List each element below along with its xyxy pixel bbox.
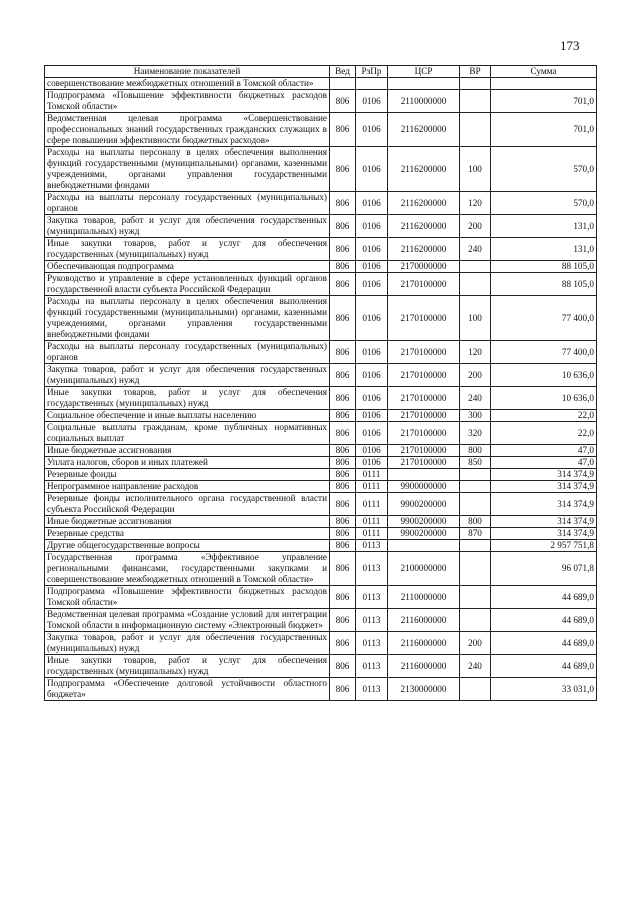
row-ved-cell: 806 <box>330 552 356 586</box>
row-name-cell: Социальное обеспечение и иные выплаты населению <box>45 410 330 422</box>
row-ved-cell: 806 <box>330 586 356 609</box>
row-ved-cell: 806 <box>330 632 356 655</box>
row-csr-cell: 2110000000 <box>388 90 460 113</box>
row-csr-cell: 2116200000 <box>388 192 460 215</box>
row-vr-cell: 800 <box>460 445 491 457</box>
row-name-cell: Другие общегосударственные вопросы <box>45 540 330 552</box>
row-rzpr-cell: 0111 <box>356 469 388 481</box>
header-csr: ЦСР <box>388 66 460 78</box>
row-sum-cell: 44 689,0 <box>491 609 597 632</box>
row-vr-cell: 850 <box>460 457 491 469</box>
row-csr-cell: 2170100000 <box>388 410 460 422</box>
row-vr-cell <box>460 609 491 632</box>
row-csr-cell <box>388 540 460 552</box>
row-ved-cell: 806 <box>330 90 356 113</box>
row-name-cell: Уплата налогов, сборов и иных платежей <box>45 457 330 469</box>
row-vr-cell: 870 <box>460 528 491 540</box>
row-sum-cell: 77 400,0 <box>491 296 597 341</box>
row-name-cell: Обеспечивающая подпрограмма <box>45 261 330 273</box>
row-vr-cell: 200 <box>460 215 491 238</box>
row-ved-cell: 806 <box>330 422 356 445</box>
row-sum-cell: 314 374,9 <box>491 528 597 540</box>
row-vr-cell <box>460 481 491 493</box>
row-sum-cell: 701,0 <box>491 113 597 147</box>
table-row <box>45 457 597 469</box>
row-ved-cell: 806 <box>330 516 356 528</box>
row-ved-cell: 806 <box>330 296 356 341</box>
row-name-cell: совершенствование межбюджетных отношений в Томской области» <box>45 78 330 90</box>
row-sum-cell: 22,0 <box>491 410 597 422</box>
row-ved-cell: 806 <box>330 655 356 678</box>
table-row <box>45 410 597 422</box>
table-row <box>45 341 597 364</box>
row-rzpr-cell: 0113 <box>356 609 388 632</box>
table-row <box>45 552 597 586</box>
row-sum-cell: 47,0 <box>491 457 597 469</box>
row-name-cell: Иные закупки товаров, работ и услуг для обеспечения государственных (муниципальных) нужд <box>45 655 330 678</box>
table-row <box>45 445 597 457</box>
header-ved: Вед <box>330 66 356 78</box>
row-rzpr-cell: 0106 <box>356 273 388 296</box>
row-sum-cell: 96 071,8 <box>491 552 597 586</box>
row-csr-cell: 9900200000 <box>388 493 460 516</box>
row-sum-cell: 570,0 <box>491 192 597 215</box>
header-rzpr: РзПр <box>356 66 388 78</box>
row-name-cell: Иные закупки товаров, работ и услуг для обеспечения государственных (муниципальных) нужд <box>45 238 330 261</box>
row-rzpr-cell: 0111 <box>356 528 388 540</box>
row-sum-cell: 314 374,9 <box>491 516 597 528</box>
row-name-cell: Подпрограмма «Повышение эффективности бюджетных расходов Томской области» <box>45 586 330 609</box>
row-vr-cell: 240 <box>460 238 491 261</box>
row-name-cell: Закупка товаров, работ и услуг для обеспечения государственных (муниципальных) нужд <box>45 215 330 238</box>
row-vr-cell: 800 <box>460 516 491 528</box>
table-row <box>45 540 597 552</box>
table-row <box>45 261 597 273</box>
header-vr: ВР <box>460 66 491 78</box>
row-ved-cell: 806 <box>330 457 356 469</box>
row-vr-cell <box>460 540 491 552</box>
row-sum-cell: 44 689,0 <box>491 632 597 655</box>
row-vr-cell <box>460 90 491 113</box>
row-ved-cell: 806 <box>330 261 356 273</box>
row-name-cell: Закупка товаров, работ и услуг для обеспечения государственных (муниципальных) нужд <box>45 632 330 655</box>
table-row <box>45 192 597 215</box>
header-name: Наименование показателей <box>45 66 330 78</box>
row-sum-cell: 131,0 <box>491 238 597 261</box>
row-sum-cell: 44 689,0 <box>491 586 597 609</box>
row-vr-cell <box>460 493 491 516</box>
row-name-cell: Расходы на выплаты персоналу в целях обеспечения выполнения функций государственными (муниципальными) органами, казенными учреждениями, органами управления государственными внебюджетными фондами <box>45 296 330 341</box>
row-rzpr-cell: 0106 <box>356 410 388 422</box>
row-rzpr-cell: 0113 <box>356 655 388 678</box>
row-sum-cell <box>491 78 597 90</box>
row-rzpr-cell: 0106 <box>356 387 388 410</box>
table-header-row <box>45 66 597 78</box>
row-name-cell: Государственная программа «Эффективное управление региональными финансами, государственными закупками и совершенствование межбюджетных отношений в Томской области» <box>45 552 330 586</box>
row-sum-cell: 77 400,0 <box>491 341 597 364</box>
row-rzpr-cell: 0106 <box>356 261 388 273</box>
row-name-cell: Иные бюджетные ассигнования <box>45 516 330 528</box>
row-csr-cell: 2100000000 <box>388 552 460 586</box>
table-row <box>45 528 597 540</box>
row-rzpr-cell: 0106 <box>356 364 388 387</box>
header-sum: Сумма <box>491 66 597 78</box>
table-row <box>45 609 597 632</box>
table-row <box>45 586 597 609</box>
row-vr-cell: 120 <box>460 341 491 364</box>
row-csr-cell: 2110000000 <box>388 586 460 609</box>
row-csr-cell: 2116200000 <box>388 147 460 192</box>
row-rzpr-cell: 0113 <box>356 540 388 552</box>
row-csr-cell: 2116000000 <box>388 632 460 655</box>
row-csr-cell: 2116000000 <box>388 655 460 678</box>
table-row <box>45 113 597 147</box>
row-ved-cell: 806 <box>330 410 356 422</box>
row-ved-cell: 806 <box>330 215 356 238</box>
row-sum-cell: 131,0 <box>491 215 597 238</box>
row-csr-cell: 2170100000 <box>388 457 460 469</box>
row-rzpr-cell: 0106 <box>356 147 388 192</box>
row-vr-cell <box>460 78 491 90</box>
table-row <box>45 469 597 481</box>
row-name-cell: Ведомственная целевая программа «Создание условий для интеграции Томской области в информационную систему «Электронный бюджет» <box>45 609 330 632</box>
row-sum-cell: 570,0 <box>491 147 597 192</box>
table-row <box>45 481 597 493</box>
row-sum-cell: 701,0 <box>491 90 597 113</box>
row-vr-cell: 200 <box>460 364 491 387</box>
row-ved-cell: 806 <box>330 540 356 552</box>
row-sum-cell: 314 374,9 <box>491 493 597 516</box>
row-csr-cell <box>388 78 460 90</box>
row-name-cell: Подпрограмма «Обеспечение долговой устойчивости областного бюджета» <box>45 678 330 701</box>
table-row <box>45 632 597 655</box>
row-vr-cell <box>460 586 491 609</box>
row-rzpr-cell: 0113 <box>356 678 388 701</box>
row-name-cell: Расходы на выплаты персоналу государственных (муниципальных) органов <box>45 341 330 364</box>
row-ved-cell: 806 <box>330 387 356 410</box>
table-row <box>45 273 597 296</box>
row-ved-cell: 806 <box>330 481 356 493</box>
row-ved-cell: 806 <box>330 445 356 457</box>
row-name-cell: Иные бюджетные ассигнования <box>45 445 330 457</box>
row-csr-cell: 2116000000 <box>388 609 460 632</box>
row-vr-cell: 120 <box>460 192 491 215</box>
table-row <box>45 678 597 701</box>
row-rzpr-cell: 0106 <box>356 445 388 457</box>
row-ved-cell: 806 <box>330 273 356 296</box>
row-rzpr-cell: 0106 <box>356 215 388 238</box>
page-number: 173 <box>560 38 580 53</box>
row-sum-cell: 10 636,0 <box>491 364 597 387</box>
table-row <box>45 516 597 528</box>
table-row <box>45 147 597 192</box>
row-ved-cell: 806 <box>330 364 356 387</box>
row-name-cell: Закупка товаров, работ и услуг для обеспечения государственных (муниципальных) нужд <box>45 364 330 387</box>
row-csr-cell: 2170100000 <box>388 296 460 341</box>
row-sum-cell: 47,0 <box>491 445 597 457</box>
row-rzpr-cell: 0113 <box>356 586 388 609</box>
row-vr-cell <box>460 261 491 273</box>
table-row <box>45 296 597 341</box>
row-rzpr-cell: 0106 <box>356 192 388 215</box>
row-vr-cell: 320 <box>460 422 491 445</box>
row-rzpr-cell: 0106 <box>356 90 388 113</box>
row-name-cell: Расходы на выплаты персоналу государственных (муниципальных) органов <box>45 192 330 215</box>
row-csr-cell: 2170100000 <box>388 445 460 457</box>
table-row <box>45 78 597 90</box>
row-name-cell: Иные закупки товаров, работ и услуг для обеспечения государственных (муниципальных) нужд <box>45 387 330 410</box>
row-vr-cell: 240 <box>460 655 491 678</box>
row-rzpr-cell: 0106 <box>356 341 388 364</box>
table-row <box>45 364 597 387</box>
row-csr-cell: 2170100000 <box>388 422 460 445</box>
row-ved-cell <box>330 78 356 90</box>
row-csr-cell <box>388 469 460 481</box>
row-csr-cell: 2130000000 <box>388 678 460 701</box>
table-row <box>45 655 597 678</box>
row-name-cell: Расходы на выплаты персоналу в целях обеспечения выполнения функций государственными (муниципальными) органами, казенными учреждениями, органами управления государственными внебюджетными фондами <box>45 147 330 192</box>
row-rzpr-cell: 0111 <box>356 493 388 516</box>
row-name-cell: Подпрограмма «Повышение эффективности бюджетных расходов Томской области» <box>45 90 330 113</box>
row-rzpr-cell: 0113 <box>356 552 388 586</box>
table-row <box>45 215 597 238</box>
row-name-cell: Непрограммное направление расходов <box>45 481 330 493</box>
row-name-cell: Социальные выплаты гражданам, кроме публичных нормативных социальных выплат <box>45 422 330 445</box>
row-name-cell: Резервные средства <box>45 528 330 540</box>
row-sum-cell: 314 374,9 <box>491 469 597 481</box>
row-csr-cell: 2170000000 <box>388 261 460 273</box>
table-row <box>45 90 597 113</box>
row-sum-cell: 33 031,0 <box>491 678 597 701</box>
row-rzpr-cell <box>356 78 388 90</box>
row-name-cell: Резервные фонды <box>45 469 330 481</box>
row-vr-cell: 240 <box>460 387 491 410</box>
row-rzpr-cell: 0111 <box>356 516 388 528</box>
row-csr-cell: 2170100000 <box>388 341 460 364</box>
row-csr-cell: 2116200000 <box>388 113 460 147</box>
row-name-cell: Резервные фонды исполнительного органа государственной власти субъекта Российской Федерации <box>45 493 330 516</box>
row-ved-cell: 806 <box>330 147 356 192</box>
row-csr-cell: 2116200000 <box>388 238 460 261</box>
row-csr-cell: 2170100000 <box>388 387 460 410</box>
budget-table <box>44 65 597 701</box>
row-csr-cell: 2116200000 <box>388 215 460 238</box>
row-sum-cell: 10 636,0 <box>491 387 597 410</box>
row-sum-cell: 88 105,0 <box>491 261 597 273</box>
row-ved-cell: 806 <box>330 528 356 540</box>
row-rzpr-cell: 0106 <box>356 113 388 147</box>
row-csr-cell: 2170100000 <box>388 364 460 387</box>
row-sum-cell: 88 105,0 <box>491 273 597 296</box>
row-sum-cell: 22,0 <box>491 422 597 445</box>
row-vr-cell: 200 <box>460 632 491 655</box>
row-csr-cell: 9900200000 <box>388 516 460 528</box>
row-name-cell: Руководство и управление в сфере установленных функций органов государственной власти субъекта Российской Федерации <box>45 273 330 296</box>
table-row <box>45 422 597 445</box>
row-vr-cell <box>460 273 491 296</box>
row-vr-cell: 300 <box>460 410 491 422</box>
row-csr-cell: 9900000000 <box>388 481 460 493</box>
row-vr-cell <box>460 552 491 586</box>
row-csr-cell: 2170100000 <box>388 273 460 296</box>
row-sum-cell: 2 957 751,8 <box>491 540 597 552</box>
row-ved-cell: 806 <box>330 238 356 261</box>
row-name-cell: Ведомственная целевая программа «Совершенствование профессиональных знаний государственных гражданских служащих в сфере повышения эффективности бюджетных расходов» <box>45 113 330 147</box>
row-vr-cell: 100 <box>460 296 491 341</box>
row-ved-cell: 806 <box>330 341 356 364</box>
row-ved-cell: 806 <box>330 469 356 481</box>
row-ved-cell: 806 <box>330 192 356 215</box>
row-rzpr-cell: 0106 <box>356 422 388 445</box>
row-vr-cell <box>460 678 491 701</box>
row-sum-cell: 44 689,0 <box>491 655 597 678</box>
row-rzpr-cell: 0106 <box>356 238 388 261</box>
row-ved-cell: 806 <box>330 113 356 147</box>
row-ved-cell: 806 <box>330 493 356 516</box>
row-vr-cell <box>460 113 491 147</box>
row-csr-cell: 9900200000 <box>388 528 460 540</box>
row-rzpr-cell: 0106 <box>356 457 388 469</box>
row-vr-cell: 100 <box>460 147 491 192</box>
row-rzpr-cell: 0111 <box>356 481 388 493</box>
row-ved-cell: 806 <box>330 678 356 701</box>
row-rzpr-cell: 0106 <box>356 296 388 341</box>
row-sum-cell: 314 374,9 <box>491 481 597 493</box>
table-row <box>45 387 597 410</box>
row-rzpr-cell: 0113 <box>356 632 388 655</box>
table-row <box>45 493 597 516</box>
row-vr-cell <box>460 469 491 481</box>
table-body <box>45 78 597 701</box>
table-row <box>45 238 597 261</box>
row-ved-cell: 806 <box>330 609 356 632</box>
